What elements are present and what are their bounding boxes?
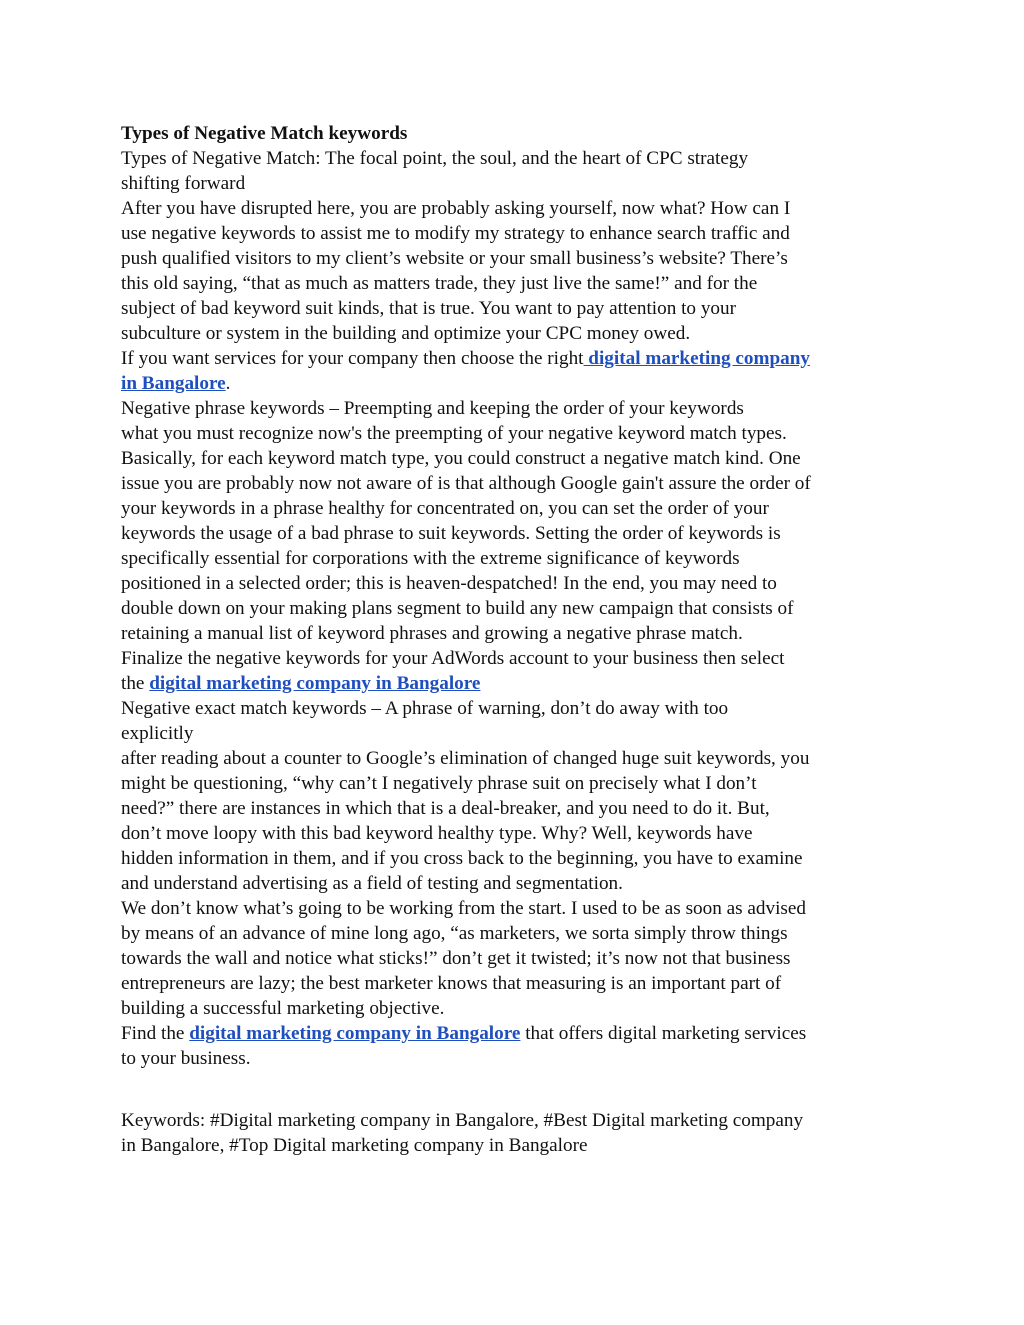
text-line: Negative phrase keywords – Preempting and keeping the order of your keywords <box>121 398 744 419</box>
text-line: shifting forward <box>121 173 246 194</box>
text-line: need?” there are instances in which that is a deal-breaker, and you need to do it. But, <box>121 798 770 819</box>
text-line: building a successful marketing objective. <box>121 998 445 1019</box>
text-line <box>121 346 914 371</box>
text-line: Basically, for each keyword match type, you could construct a negative match kind. One <box>121 448 801 469</box>
text-line: in Bangalore, #Top Digital marketing company in Bangalore <box>121 1135 588 1156</box>
keywords-paragraph <box>121 1108 914 1158</box>
cta-text: . <box>225 373 231 394</box>
text-line: towards the wall and notice what sticks!” don’t get it twisted; it’s now not that business <box>121 948 791 969</box>
text-line: issue you are probably now not aware of is that although Google gain't assure the order of <box>121 473 811 494</box>
text-line: entrepreneurs are lazy; the best marketer knows that measuring is an important part of <box>121 973 782 994</box>
cta-text: that offers digital marketing services <box>520 1023 807 1044</box>
intro-paragraph <box>121 146 914 346</box>
text-line: Types of Negative Match: The focal point, the soul, and the heart of CPC strategy <box>121 148 749 169</box>
text-line: keywords the usage of a bad phrase to suit keywords. Setting the order of keywords is <box>121 523 781 544</box>
text-line: Finalize the negative keywords for your AdWords account to your business then select <box>121 648 785 669</box>
text-line: Keywords: #Digital marketing company in Bangalore, #Best Digital marketing company <box>121 1110 804 1131</box>
text-line: push qualified visitors to my client’s website or your small business’s website? There’s <box>121 248 788 269</box>
document-heading: Types of Negative Match keywords <box>121 123 408 144</box>
cta-text: If you want services for your company then choose the right <box>121 348 584 369</box>
cta-paragraph-1 <box>121 346 914 396</box>
paragraph-spacer <box>121 1071 914 1108</box>
digital-marketing-link-1[interactable]: digital marketing company <box>583 348 811 369</box>
cta-text: Find the <box>121 1023 190 1044</box>
text-line: We don’t know what’s going to be working from the start. I used to be as soon as advised <box>121 898 807 919</box>
text-line: what you must recognize now's the preempting of your negative keyword match types. <box>121 423 787 444</box>
text-line: might be questioning, “why can’t I negatively phrase suit on precisely what I don’t <box>121 773 757 794</box>
text-line: hidden information in them, and if you cross back to the beginning, you have to examine <box>121 848 803 869</box>
text-line: Negative exact match keywords – A phrase of warning, don’t do away with too <box>121 698 729 719</box>
cta-text: the <box>121 673 150 694</box>
negative-phrase-section <box>121 396 914 696</box>
digital-marketing-link-3[interactable]: digital marketing company in Bangalore <box>189 1023 521 1044</box>
text-line: don’t move loopy with this bad keyword healthy type. Why? Well, keywords have <box>121 823 753 844</box>
text-line <box>121 371 914 396</box>
text-line: After you have disrupted here, you are probably asking yourself, now what? How can I <box>121 198 791 219</box>
text-line <box>121 671 914 696</box>
text-line: explicitly <box>121 723 194 744</box>
text-line: subculture or system in the building and optimize your CPC money owed. <box>121 323 691 344</box>
text-line: double down on your making plans segment to build any new campaign that consists of <box>121 598 794 619</box>
text-line: positioned in a selected order; this is heaven-despatched! In the end, you may need to <box>121 573 777 594</box>
text-line: and understand advertising as a field of testing and segmentation. <box>121 873 623 894</box>
text-line: subject of bad keyword suit kinds, that is true. You want to pay attention to your <box>121 298 736 319</box>
text-line: to your business. <box>121 1048 251 1069</box>
text-line: use negative keywords to assist me to modify my strategy to enhance search traffic and <box>121 223 790 244</box>
text-line: by means of an advance of mine long ago, “as marketers, we sorta simply throw things <box>121 923 788 944</box>
digital-marketing-link-2[interactable]: digital marketing company in Bangalore <box>149 673 481 694</box>
text-line: after reading about a counter to Google’s elimination of changed huge suit keywords, you <box>121 748 810 769</box>
text-line <box>121 1021 914 1046</box>
cta-paragraph-3 <box>121 1021 914 1071</box>
text-line: specifically essential for corporations with the extreme significance of keywords <box>121 548 740 569</box>
text-line: retaining a manual list of keyword phrases and growing a negative phrase match. <box>121 623 743 644</box>
digital-marketing-link-1-continued[interactable]: in Bangalore <box>121 373 226 394</box>
text-line: your keywords in a phrase healthy for concentrated on, you can set the order of your <box>121 498 769 519</box>
negative-exact-section <box>121 696 914 1021</box>
text-line: this old saying, “that as much as matters trade, they just live the same!” and for the <box>121 273 758 294</box>
